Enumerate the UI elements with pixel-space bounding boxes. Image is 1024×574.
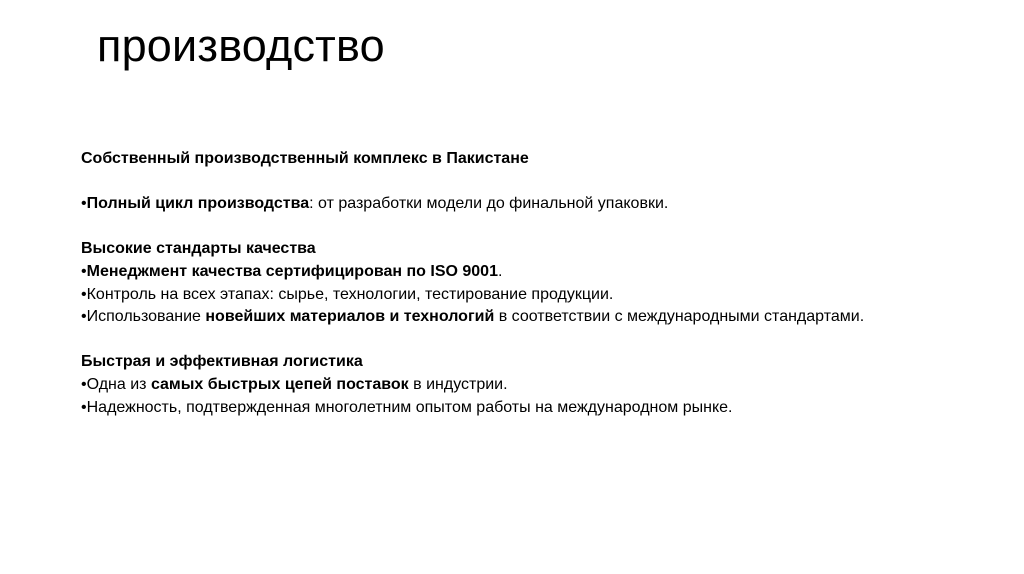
bullet-full-cycle: •Полный цикл производства: от разработки модели до финальной упаковки. [81, 195, 669, 213]
slide-body [81, 148, 981, 419]
bullet-iso: •Менеджмент качества сертифицирован по ISO 9001. [81, 262, 503, 280]
bullet-supply-chain: •Одна из самых быстрых цепей поставок в индустрии. [81, 375, 508, 393]
spacer [81, 171, 981, 194]
spacer [81, 329, 981, 352]
bullet-materials: •Использование новейших материалов и технологий в соответствии с международными стандартами. [81, 308, 865, 326]
section-heading-logistics: Быстрая и эффективная логистика [81, 353, 363, 371]
spacer [81, 216, 981, 239]
section-heading-quality: Высокие стандарты качества [81, 240, 316, 258]
bullet-reliability: •Надежность, подтвержденная многолетним опытом работы на международном рынке. [81, 398, 733, 416]
section-heading-production: Собственный производственный комплекс в Пакистане [81, 150, 529, 167]
slide-title: производство [97, 20, 385, 71]
bullet-control: •Контроль на всех этапах: сырье, технологии, тестирование продукции. [81, 285, 614, 303]
